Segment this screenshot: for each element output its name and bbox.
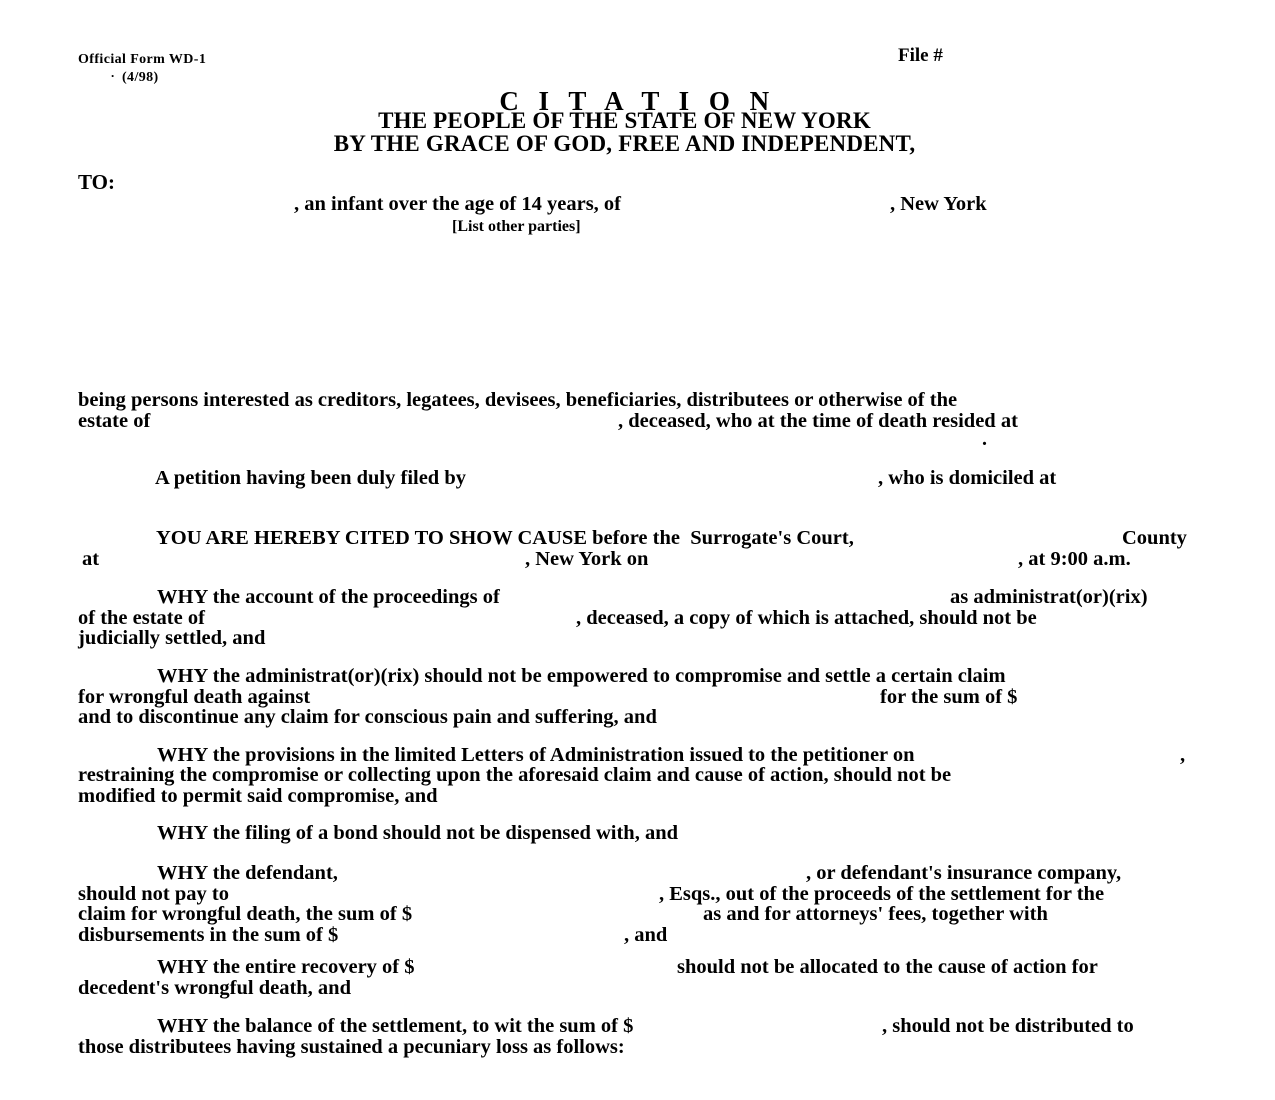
why-defendant-and: , and [624, 924, 668, 946]
infant-party-new-york: , New York [890, 193, 987, 215]
list-other-parties-hint: [List other parties] [452, 218, 581, 235]
why-balance-distributed-to: , should not be distributed to [882, 1015, 1134, 1037]
infant-party-line: , an infant over the age of 14 years, of [294, 193, 622, 215]
stray-dot-residence: . [982, 428, 987, 450]
file-number-label: File # [898, 45, 943, 66]
why-defendant-should-not-pay-to: should not pay to [78, 883, 229, 905]
form-identifier-line1: Official Form WD-1 [78, 52, 207, 67]
why-balance-line1: WHY the balance of the settlement, to wit the sum of $ [157, 1015, 634, 1037]
why-defendant-claim-sum: claim for wrongful death, the sum of $ [78, 903, 413, 925]
why-balance-line2: those distributees having sustained a pecuniary loss as follows: [78, 1036, 625, 1058]
stray-dot-header: . [111, 65, 115, 80]
to-label: TO: [78, 170, 115, 194]
cited-show-cause-line: YOU ARE HEREBY CITED TO SHOW CAUSE before the Surrogate's Court, [156, 527, 854, 549]
why-account-estate-of: of the estate of [78, 607, 205, 629]
cited-new-york-on: , New York on [525, 548, 649, 570]
cited-time: , at 9:00 a.m. [1018, 548, 1131, 570]
why-compromise-discontinue-claim: and to discontinue any claim for conscious pain and suffering, and [78, 706, 657, 728]
interested-persons-estate-of: estate of [78, 410, 151, 432]
interested-persons-line1: being persons interested as creditors, legatees, devisees, beneficiaries, distributees or otherwise of the [78, 389, 958, 411]
cited-county-label: County [1122, 527, 1187, 549]
why-defendant-insurance-company: , or defendant's insurance company, [806, 862, 1122, 884]
why-recovery-allocated: should not be allocated to the cause of action for [677, 956, 1098, 978]
why-letters-line3: modified to permit said compromise, and [78, 785, 438, 807]
why-defendant-attorneys-fees: as and for attorneys' fees, together with [703, 903, 1048, 925]
why-defendant-esqs-proceeds: , Esqs., out of the proceeds of the settlement for the [659, 883, 1105, 905]
why-compromise-line1: WHY the administrat(or)(rix) should not be empowered to compromise and settle a certain claim [157, 665, 1006, 687]
why-recovery-line1: WHY the entire recovery of $ [157, 956, 415, 978]
interested-persons-deceased-resided: , deceased, who at the time of death resided at [618, 410, 1018, 432]
cited-at-label: at [82, 548, 100, 570]
why-defendant-line1: WHY the defendant, [157, 862, 338, 884]
why-account-administrator: as administrat(or)(rix) [950, 586, 1148, 608]
why-recovery-line2: decedent's wrongful death, and [78, 977, 351, 999]
title-people-of-state: THE PEOPLE OF THE STATE OF NEW YORK [378, 108, 871, 133]
why-letters-line1: WHY the provisions in the limited Letters of Administration issued to the petitioner on [157, 744, 915, 766]
why-letters-trailing-comma: , [1180, 744, 1186, 766]
petition-filed-by: A petition having been duly filed by [155, 467, 466, 489]
page-title: C I T A T I O N [499, 86, 776, 116]
title-grace-of-god: BY THE GRACE OF GOD, FREE AND INDEPENDENT, [333, 131, 916, 156]
petition-domiciled-at: , who is domiciled at [878, 467, 1057, 489]
why-defendant-disbursements: disbursements in the sum of $ [78, 924, 339, 946]
why-compromise-sum-of: for the sum of $ [880, 686, 1018, 708]
why-compromise-wrongful-death-against: for wrongful death against [78, 686, 311, 708]
why-letters-line2: restraining the compromise or collecting upon the aforesaid claim and cause of action, should not be [78, 764, 952, 786]
why-account-deceased-copy: , deceased, a copy of which is attached, should not be [576, 607, 1037, 629]
why-bond-line: WHY the filing of a bond should not be dispensed with, and [157, 822, 678, 844]
form-identifier-line2: (4/98) [122, 70, 159, 85]
why-account-line1: WHY the account of the proceedings of [157, 586, 500, 608]
why-account-judicially-settled: judicially settled, and [78, 627, 266, 649]
